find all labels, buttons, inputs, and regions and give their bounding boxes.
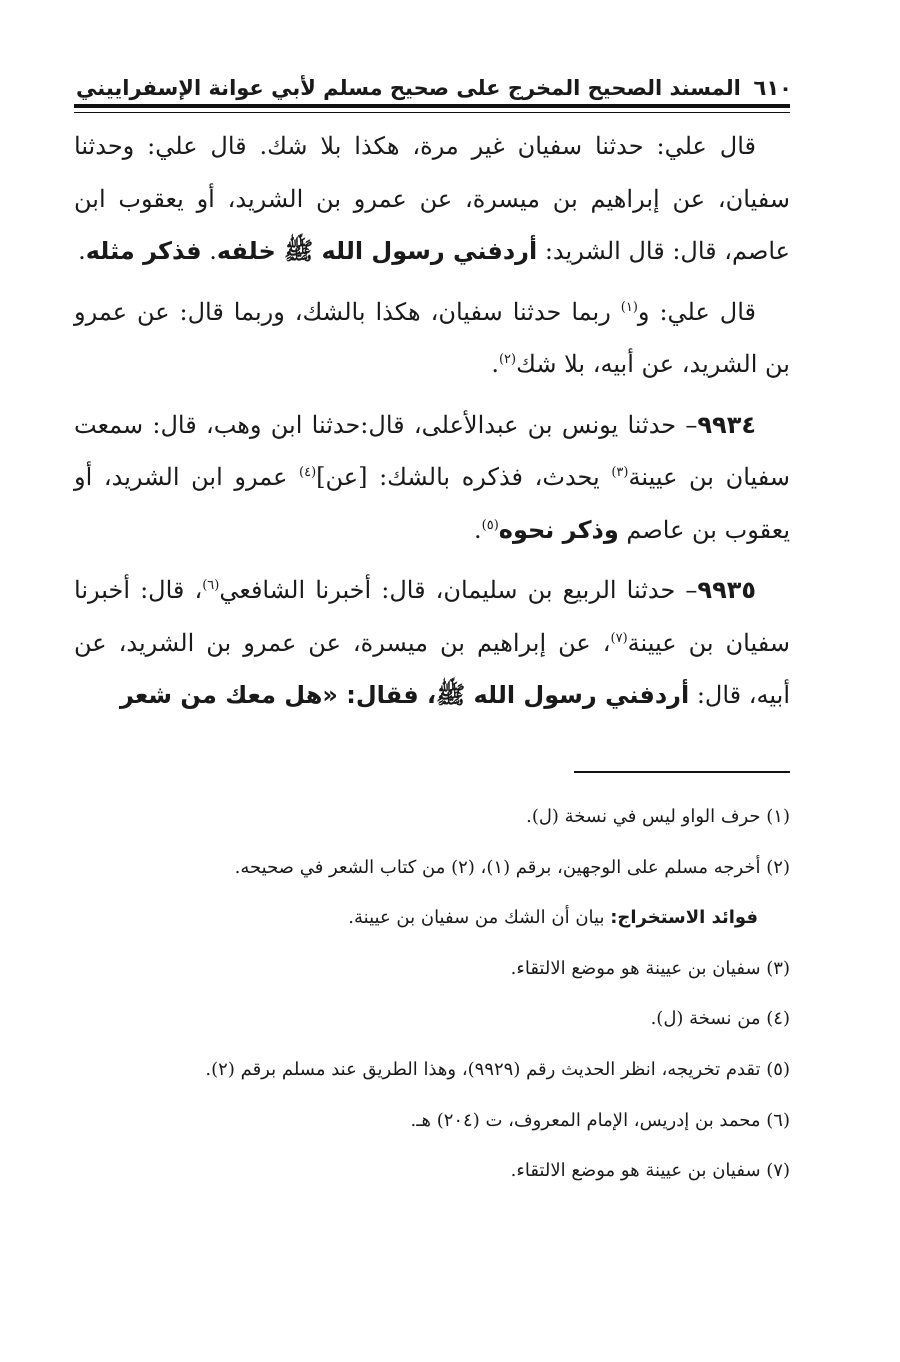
hadith-9934 xyxy=(74,399,790,557)
text-run: يحدث، فذكره بالشك: [عن] xyxy=(316,463,612,491)
bold-phrase: أردفني رسول الله ﷺ، فقال: «هل معك من شعر xyxy=(119,681,690,709)
text-run: . xyxy=(201,237,217,265)
footnote-2: (٢) أخرجه مسلم على الوجهين، برقم (١)، (٢) من كتاب الشعر في صحيحه. xyxy=(234,856,790,878)
benefit-text: بيان أن الشك من سفيان بن عيينة. xyxy=(348,907,611,929)
text-run: . xyxy=(491,350,499,378)
text-run: – حدثنا يونس بن عبدالأعلى، قال:حدثنا ابن وهب، قال: سمعت سفيان بن عيينة xyxy=(74,410,790,491)
footnote-ref: (٢) xyxy=(498,352,517,367)
paragraph-1 xyxy=(74,120,790,278)
hadith-number: ٩٩٣٤ xyxy=(697,410,756,439)
bold-phrase: وذكر نحوه xyxy=(498,515,619,544)
book-title: المسند الصحيح المخرج على صحيح مسلم لأبي عوانة الإسفراييني xyxy=(76,76,741,100)
footnote-separator xyxy=(574,771,790,773)
hadith-9935 xyxy=(74,564,790,722)
bold-phrase: فذكر مثله xyxy=(85,237,202,265)
footnote-5: (٥) تقدم تخريجه، انظر الحديث رقم (٩٩٢٩)، وهذا الطريق عند مسلم برقم (٢). xyxy=(205,1058,790,1080)
text-run: – حدثنا الربيع بن سليمان، قال: أخبرنا الشافعي xyxy=(219,576,698,604)
footnote-ref: (٣) xyxy=(611,465,629,480)
page-number: ٦١٠ xyxy=(753,76,792,100)
footnote-ref: (٧) xyxy=(610,630,628,646)
text-run: عمرو ابن الشريد، أو يعقوب بن عاصم xyxy=(74,463,790,544)
text-run: ، عن إبراهيم بن ميسرة، عن عمرو بن الشريد، عن أبيه، قال: xyxy=(74,628,790,709)
footnote-ref: (٦) xyxy=(202,578,220,593)
text-run: قال علي: و xyxy=(637,297,756,326)
text-run: ، قال: أخبرنا سفيان بن عيينة xyxy=(74,576,790,657)
footnotes xyxy=(120,792,790,1197)
main-text xyxy=(74,120,790,730)
header-rule-thick xyxy=(74,104,790,108)
footnote-4: (٤) من نسخة (ل). xyxy=(650,1008,790,1030)
text-run: . xyxy=(474,515,482,544)
text-run: . xyxy=(78,237,86,265)
header-rule-thin xyxy=(74,112,790,113)
bold-phrase: أردفني رسول الله ﷺ خلفه xyxy=(216,237,538,265)
footnote-2-benefit xyxy=(120,893,790,944)
footnote-ref: (٥) xyxy=(481,517,499,533)
footnote-6: (٦) محمد بن إدريس، الإمام المعروف، ت (٢٠٤) هـ. xyxy=(410,1109,790,1131)
hadith-number: ٩٩٣٥ xyxy=(697,576,757,604)
text-run: قال علي: حدثنا سفيان غير مرة، هكذا بلا شك. قال علي: وحدثنا سفيان، عن إبراهيم بن ميسرة، عن عمرو بن الشريد، أو يعقوب ابن عاصم، قال: قال الشريد: xyxy=(74,132,790,265)
running-header xyxy=(76,70,792,100)
footnote-ref: (٤) xyxy=(299,465,317,480)
paragraph-2 xyxy=(74,286,790,391)
benefit-label: فوائد الاستخراج: xyxy=(610,907,758,929)
text-run: ربما حدثنا سفيان، هكذا بالشك، وربما قال: عن عمرو بن الشريد، عن أبيه، بلا شك xyxy=(74,297,790,378)
footnote-7: (٧) سفيان بن عيينة هو موضع الالتقاء. xyxy=(510,1160,790,1182)
footnote-3: (٣) سفيان بن عيينة هو موضع الالتقاء. xyxy=(510,957,790,979)
footnote-1: (١) حرف الواو ليس في نسخة (ل). xyxy=(526,806,790,827)
footnote-ref: (١) xyxy=(620,299,638,315)
